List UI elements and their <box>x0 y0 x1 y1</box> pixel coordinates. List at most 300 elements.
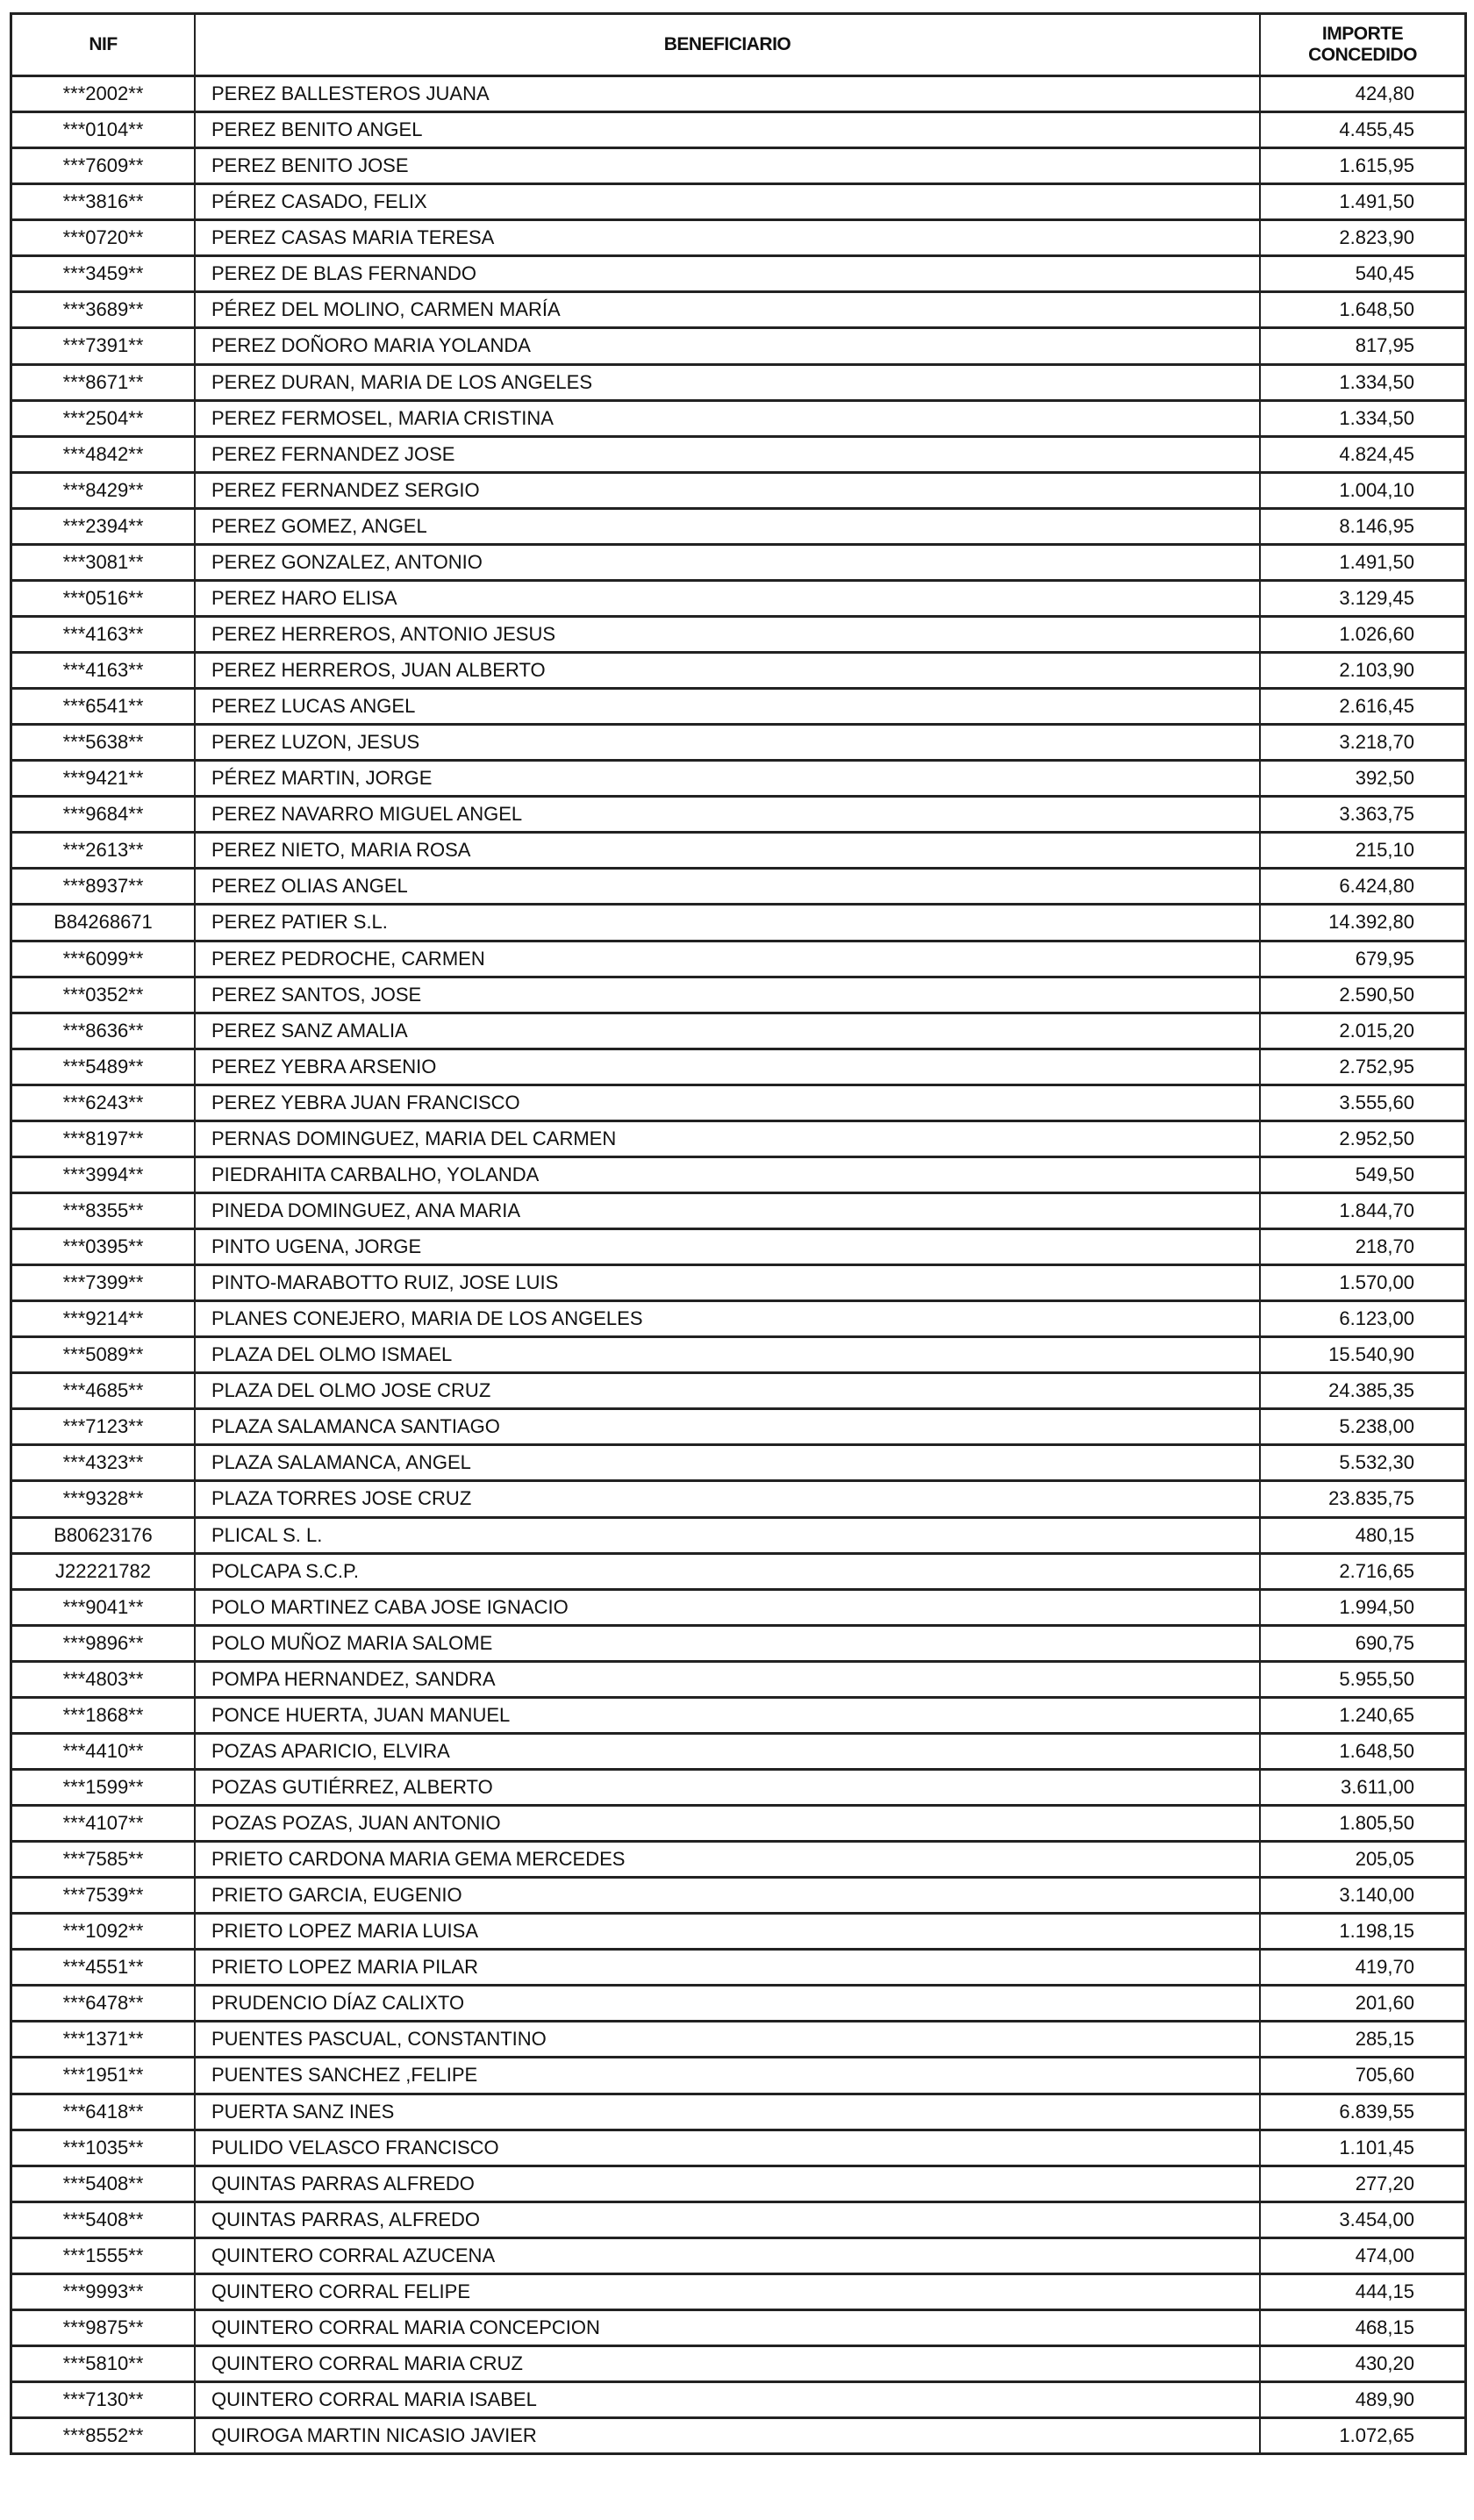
nif-cell-text: ***9896** <box>62 1631 144 1654</box>
amount-cell <box>1261 906 1464 939</box>
beneficiary-cell <box>196 546 1261 579</box>
beneficiary-cell-text: PLAZA DEL OLMO JOSE CRUZ <box>211 1379 491 1402</box>
amount-cell-text: 2.716,65 <box>1339 1559 1414 1582</box>
nif-cell-text: ***4410** <box>62 1739 144 1762</box>
beneficiary-cell <box>196 2095 1261 2129</box>
table-row <box>12 687 1464 723</box>
beneficiary-cell-text: PUERTA SANZ INES <box>211 2100 395 2123</box>
beneficiary-cell-text: POZAS GUTIÉRREZ, ALBERTO <box>211 1775 493 1798</box>
table-row <box>12 75 1464 111</box>
amount-cell-text: 1.026,60 <box>1339 622 1414 645</box>
beneficiary-cell <box>196 2383 1261 2416</box>
nif-cell-text: ***4323** <box>62 1451 144 1474</box>
table-row <box>12 1804 1464 1840</box>
nif-cell-text: ***8636** <box>62 1019 144 1042</box>
beneficiary-cell-text: QUINTAS PARRAS ALFREDO <box>211 2172 475 2194</box>
nif-cell-text: ***7123** <box>62 1415 144 1438</box>
beneficiary-cell-text: PEREZ CASAS MARIA TERESA <box>211 226 495 249</box>
beneficiary-cell <box>196 1194 1261 1228</box>
beneficiary-cell-text: PÉREZ MARTIN, JORGE <box>211 767 433 790</box>
table-row <box>12 1012 1464 1048</box>
beneficiary-cell-text: PEREZ OLIAS ANGEL <box>211 875 408 898</box>
beneficiary-cell-text: PEREZ SANZ AMALIA <box>211 1019 408 1042</box>
nif-cell-text: ***1868** <box>62 1703 144 1726</box>
beneficiary-cell <box>196 1014 1261 1048</box>
beneficiary-cell <box>196 1338 1261 1371</box>
nif-cell <box>12 366 196 399</box>
amount-cell-text: 2.823,90 <box>1339 226 1414 249</box>
nif-cell <box>12 2383 196 2416</box>
amount-cell <box>1261 2131 1464 2165</box>
table-row <box>12 1948 1464 1984</box>
amount-cell-text: 205,05 <box>1355 1848 1414 1871</box>
beneficiary-cell-text: PRIETO LOPEZ MARIA LUISA <box>211 1920 479 1943</box>
nif-cell-text: ***0720** <box>62 226 144 249</box>
header-importe <box>1261 15 1464 75</box>
amount-cell <box>1261 1519 1464 1552</box>
amount-cell <box>1261 1771 1464 1804</box>
amount-cell <box>1261 2167 1464 2201</box>
table-row <box>12 363 1464 399</box>
amount-cell <box>1261 1663 1464 1696</box>
table-row <box>12 435 1464 471</box>
amount-cell <box>1261 1338 1464 1371</box>
nif-cell <box>12 113 196 147</box>
nif-cell <box>12 257 196 290</box>
amount-cell <box>1261 1482 1464 1515</box>
beneficiary-cell-text: QUINTERO CORRAL FELIPE <box>211 2280 471 2302</box>
amount-cell-text: 1.615,95 <box>1339 154 1414 177</box>
beneficiary-cell <box>196 726 1261 759</box>
table-row <box>12 615 1464 651</box>
nif-cell <box>12 1843 196 1876</box>
amount-cell <box>1261 149 1464 183</box>
amount-cell <box>1261 834 1464 867</box>
beneficiary-cell-text: PLAZA DEL OLMO ISMAEL <box>211 1343 453 1366</box>
nif-cell <box>12 2131 196 2165</box>
amount-cell-text: 540,45 <box>1355 262 1414 285</box>
beneficiary-cell <box>196 2203 1261 2237</box>
amount-cell-text: 3.218,70 <box>1339 731 1414 754</box>
beneficiary-cell <box>196 2022 1261 2056</box>
beneficiary-cell <box>196 1591 1261 1624</box>
amount-cell-text: 424,80 <box>1355 82 1414 105</box>
nif-cell <box>12 185 196 218</box>
beneficiary-cell <box>196 1807 1261 1840</box>
amount-cell <box>1261 366 1464 399</box>
amount-cell-text: 444,15 <box>1355 2280 1414 2302</box>
amount-cell <box>1261 257 1464 290</box>
beneficiary-cell <box>196 978 1261 1012</box>
table-row <box>12 2056 1464 2092</box>
amount-cell-text: 474,00 <box>1355 2244 1414 2266</box>
beneficiary-cell <box>196 438 1261 471</box>
nif-cell-text: ***8197** <box>62 1127 144 1149</box>
amount-cell <box>1261 2095 1464 2129</box>
table-row <box>12 2165 1464 2201</box>
amount-cell-text: 2.590,50 <box>1339 983 1414 1006</box>
amount-cell-text: 1.648,50 <box>1339 1739 1414 1762</box>
nif-cell <box>12 762 196 795</box>
nif-cell-text: ***3994** <box>62 1163 144 1185</box>
amount-cell <box>1261 1879 1464 1912</box>
amount-cell-text: 1.101,45 <box>1339 2136 1414 2158</box>
amount-cell <box>1261 438 1464 471</box>
table-row <box>12 147 1464 183</box>
nif-cell-text: ***9328** <box>62 1487 144 1510</box>
nif-cell <box>12 978 196 1012</box>
table-row <box>12 579 1464 615</box>
nif-cell <box>12 329 196 362</box>
table-row <box>12 218 1464 254</box>
amount-cell <box>1261 2419 1464 2452</box>
amount-cell-text: 6.839,55 <box>1339 2100 1414 2123</box>
nif-cell-text: ***9421** <box>62 767 144 790</box>
table-row <box>12 867 1464 903</box>
nif-cell <box>12 1771 196 1804</box>
amount-cell <box>1261 1627 1464 1660</box>
nif-cell-text: ***7130** <box>62 2388 144 2411</box>
amount-cell-text: 419,70 <box>1355 1956 1414 1979</box>
beneficiary-cell-text: PEREZ DE BLAS FERNANDO <box>211 262 476 285</box>
amount-cell-text: 4.824,45 <box>1339 442 1414 465</box>
beneficiary-cell-text: PEREZ BENITO ANGEL <box>211 118 423 141</box>
amount-cell-text: 817,95 <box>1355 334 1414 357</box>
beneficiary-cell-text: PEREZ HERREROS, ANTONIO JESUS <box>211 622 556 645</box>
amount-cell <box>1261 870 1464 903</box>
beneficiary-cell <box>196 2167 1261 2201</box>
amount-cell-text: 1.570,00 <box>1339 1271 1414 1294</box>
beneficiary-cell-text: PEREZ YEBRA ARSENIO <box>211 1055 437 1077</box>
beneficiary-cell-text: QUINTERO CORRAL MARIA CONCEPCION <box>211 2316 600 2338</box>
beneficiary-cell <box>196 834 1261 867</box>
beneficiary-cell <box>196 942 1261 976</box>
table-row <box>12 507 1464 543</box>
nif-cell <box>12 1663 196 1696</box>
amount-cell-text: 3.611,00 <box>1340 1775 1414 1798</box>
beneficiary-cell-text: PEREZ LUZON, JESUS <box>211 731 420 754</box>
amount-cell-text: 215,10 <box>1355 839 1414 862</box>
nif-cell-text: ***5408** <box>62 2208 144 2230</box>
nif-cell <box>12 618 196 651</box>
header-importe-line1: IMPORTE <box>1321 24 1404 44</box>
beneficiary-cell <box>196 257 1261 290</box>
nif-cell-text: ***0395** <box>62 1235 144 1258</box>
amount-cell <box>1261 185 1464 218</box>
amount-cell <box>1261 2239 1464 2273</box>
amount-cell-text: 2.103,90 <box>1339 659 1414 682</box>
amount-cell <box>1261 942 1464 976</box>
beneficiary-cell-text: PUENTES PASCUAL, CONSTANTINO <box>211 2028 547 2051</box>
amount-cell <box>1261 2203 1464 2237</box>
beneficiary-cell <box>196 1482 1261 1515</box>
amount-cell <box>1261 474 1464 507</box>
beneficiary-cell <box>196 1302 1261 1335</box>
nif-cell <box>12 1410 196 1443</box>
beneficiary-cell-text: QUIROGA MARTIN NICASIO JAVIER <box>211 2424 537 2447</box>
beneficiary-cell-text: POLO MARTINEZ CABA JOSE IGNACIO <box>211 1595 569 1618</box>
nif-cell-text: ***9214** <box>62 1307 144 1330</box>
beneficiary-cell <box>196 1663 1261 1696</box>
amount-cell-text: 5.238,00 <box>1339 1415 1414 1438</box>
amount-cell-text: 4.455,45 <box>1339 118 1414 141</box>
table-row <box>12 1840 1464 1876</box>
nif-cell-text: ***9993** <box>62 2280 144 2302</box>
beneficiary-cell-text: PRUDENCIO DÍAZ CALIXTO <box>211 1992 465 2015</box>
beneficiary-cell-text: POLO MUÑOZ MARIA SALOME <box>211 1631 493 1654</box>
amount-cell-text: 285,15 <box>1355 2028 1414 2051</box>
amount-cell <box>1261 2383 1464 2416</box>
table-row <box>12 254 1464 290</box>
beneficiary-cell-text: PINEDA DOMINGUEZ, ANA MARIA <box>211 1199 521 1221</box>
table-row <box>12 2201 1464 2237</box>
beneficiary-cell-text: PIEDRAHITA CARBALHO, YOLANDA <box>211 1163 540 1185</box>
amount-cell <box>1261 654 1464 687</box>
beneficiary-cell-text: PEREZ GONZALEZ, ANTONIO <box>211 550 483 573</box>
amount-cell-text: 1.334,50 <box>1339 370 1414 393</box>
nif-cell-text: ***3689** <box>62 298 144 321</box>
table-row <box>12 2416 1464 2452</box>
table-row <box>12 1876 1464 1912</box>
beneficiary-cell-text: PEREZ SANTOS, JOSE <box>211 983 422 1006</box>
beneficiary-cell-text: PUENTES SANCHEZ ,FELIPE <box>211 2064 478 2087</box>
table-row <box>12 2309 1464 2345</box>
beneficiary-cell <box>196 2131 1261 2165</box>
beneficiary-cell-text: QUINTERO CORRAL MARIA CRUZ <box>211 2352 523 2374</box>
table-row <box>12 111 1464 147</box>
amount-cell-text: 1.334,50 <box>1339 406 1414 429</box>
beneficiary-cell <box>196 762 1261 795</box>
amount-cell <box>1261 582 1464 615</box>
beneficiary-cell-text: PEREZ PATIER S.L. <box>211 911 388 934</box>
table-row <box>12 940 1464 976</box>
nif-cell <box>12 2239 196 2273</box>
amount-cell-text: 15.540,90 <box>1328 1343 1414 1366</box>
beneficiary-cell-text: QUINTERO CORRAL AZUCENA <box>211 2244 496 2266</box>
amount-cell <box>1261 1014 1464 1048</box>
amount-cell <box>1261 1194 1464 1228</box>
beneficiary-cell-text: PINTO-MARABOTTO RUIZ, JOSE LUIS <box>211 1271 559 1294</box>
beneficiary-cell <box>196 221 1261 254</box>
beneficiary-cell <box>196 1050 1261 1084</box>
nif-cell-text: ***4551** <box>62 1956 144 1979</box>
table-row <box>12 1912 1464 1948</box>
nif-cell <box>12 1591 196 1624</box>
amount-cell <box>1261 1915 1464 1948</box>
nif-cell-text: ***4163** <box>62 622 144 645</box>
amount-cell <box>1261 221 1464 254</box>
nif-cell <box>12 1014 196 1048</box>
table-row <box>12 2380 1464 2416</box>
amount-cell-text: 1.198,15 <box>1339 1920 1414 1943</box>
amount-cell <box>1261 1987 1464 2020</box>
nif-cell <box>12 798 196 831</box>
nif-cell <box>12 2347 196 2380</box>
nif-cell <box>12 1555 196 1588</box>
nif-cell-text: ***5638** <box>62 731 144 754</box>
beneficiary-cell <box>196 1915 1261 1948</box>
amount-cell <box>1261 1410 1464 1443</box>
nif-cell <box>12 1338 196 1371</box>
amount-cell <box>1261 726 1464 759</box>
beneficiary-cell-text: PLAZA SALAMANCA SANTIAGO <box>211 1415 500 1438</box>
table-body <box>12 75 1464 2452</box>
nif-cell <box>12 1519 196 1552</box>
nif-cell-text: ***4685** <box>62 1379 144 1402</box>
amount-cell-text: 679,95 <box>1355 947 1414 970</box>
amount-cell-text: 6.424,80 <box>1339 875 1414 898</box>
beneficiary-cell <box>196 402 1261 435</box>
beneficiary-cell <box>196 1699 1261 1732</box>
amount-cell-text: 14.392,80 <box>1328 911 1414 934</box>
nif-cell-text: ***1371** <box>62 2028 144 2051</box>
beneficiary-cell <box>196 366 1261 399</box>
beneficiary-cell-text: PEREZ DURAN, MARIA DE LOS ANGELES <box>211 370 593 393</box>
amount-cell-text: 23.835,75 <box>1328 1487 1414 1510</box>
nif-cell <box>12 1951 196 1984</box>
beneficiary-cell <box>196 582 1261 615</box>
beneficiary-cell <box>196 1266 1261 1299</box>
amount-cell-text: 2.952,50 <box>1339 1127 1414 1149</box>
beneficiary-cell-text: POMPA HERNANDEZ, SANDRA <box>211 1667 496 1690</box>
beneficiary-cell-text: PEREZ DOÑORO MARIA YOLANDA <box>211 334 531 357</box>
beneficiary-cell <box>196 690 1261 723</box>
amount-cell-text: 3.363,75 <box>1339 803 1414 826</box>
amount-cell-text: 1.844,70 <box>1339 1199 1414 1221</box>
nif-cell-text: ***8355** <box>62 1199 144 1221</box>
beneficiary-cell <box>196 1446 1261 1479</box>
nif-cell <box>12 221 196 254</box>
amount-cell <box>1261 1446 1464 1479</box>
amount-cell-text: 24.385,35 <box>1328 1379 1414 1402</box>
beneficiary-cell <box>196 77 1261 111</box>
beneficiary-cell <box>196 618 1261 651</box>
beneficiary-cell-text: PEREZ GOMEZ, ANGEL <box>211 514 427 537</box>
nif-cell-text: ***0516** <box>62 586 144 609</box>
table-row <box>12 1156 1464 1192</box>
beneficiary-cell-text: PEREZ PEDROCHE, CARMEN <box>211 947 485 970</box>
table-row <box>12 2345 1464 2380</box>
beneficiary-cell <box>196 1086 1261 1120</box>
table-row <box>12 1120 1464 1156</box>
amount-cell <box>1261 1699 1464 1732</box>
table-row <box>12 795 1464 831</box>
amount-cell-text: 1.491,50 <box>1339 550 1414 573</box>
table-row <box>12 2020 1464 2056</box>
table-row <box>12 399 1464 435</box>
table-row <box>12 1407 1464 1443</box>
nif-cell <box>12 1374 196 1407</box>
beneficiary-cell-text: PEREZ BENITO JOSE <box>211 154 409 177</box>
amount-cell-text: 1.004,10 <box>1339 478 1414 501</box>
beneficiary-cell <box>196 1410 1261 1443</box>
table-row <box>12 1371 1464 1407</box>
beneficiary-cell-text: PEREZ NAVARRO MIGUEL ANGEL <box>211 803 523 826</box>
nif-cell <box>12 1266 196 1299</box>
beneficiary-cell-text: PEREZ FERNANDEZ SERGIO <box>211 478 480 501</box>
nif-cell-text: ***1092** <box>62 1920 144 1943</box>
nif-cell-text: ***7399** <box>62 1271 144 1294</box>
table-row <box>12 723 1464 759</box>
table-row <box>12 326 1464 362</box>
amount-cell-text: 3.129,45 <box>1339 586 1414 609</box>
table-row <box>12 290 1464 326</box>
nif-cell-text: B80623176 <box>54 1523 153 1546</box>
amount-cell <box>1261 1591 1464 1624</box>
beneficiary-cell-text: PERNAS DOMINGUEZ, MARIA DEL CARMEN <box>211 1127 617 1149</box>
nif-cell <box>12 1194 196 1228</box>
beneficiary-cell-text: PONCE HUERTA, JUAN MANUEL <box>211 1703 511 1726</box>
amount-cell <box>1261 1374 1464 1407</box>
table-row <box>12 651 1464 687</box>
nif-cell-text: ***1951** <box>62 2064 144 2087</box>
nif-cell-text: ***6478** <box>62 1992 144 2015</box>
beneficiary-cell-text: PRIETO GARCIA, EUGENIO <box>211 1884 462 1907</box>
amount-cell <box>1261 1555 1464 1588</box>
beneficiary-cell-text: PEREZ HARO ELISA <box>211 586 397 609</box>
nif-cell-text: ***9875** <box>62 2316 144 2338</box>
amount-cell-text: 2.752,95 <box>1339 1055 1414 1077</box>
table-row <box>12 2129 1464 2165</box>
amount-cell-text: 3.140,00 <box>1339 1884 1414 1907</box>
nif-cell-text: ***1035** <box>62 2136 144 2158</box>
beneficiary-cell <box>196 1230 1261 1264</box>
beneficiary-cell <box>196 2058 1261 2092</box>
beneficiary-cell <box>196 1951 1261 1984</box>
table-row <box>12 2093 1464 2129</box>
nif-cell <box>12 1699 196 1732</box>
amount-cell <box>1261 1086 1464 1120</box>
amount-cell <box>1261 546 1464 579</box>
table-row <box>12 1048 1464 1084</box>
beneficiary-cell-text: PEREZ YEBRA JUAN FRANCISCO <box>211 1091 520 1113</box>
beneficiary-cell <box>196 2275 1261 2309</box>
amount-cell-text: 8.146,95 <box>1339 514 1414 537</box>
nif-cell <box>12 2275 196 2309</box>
amount-cell <box>1261 1951 1464 1984</box>
beneficiary-cell-text: PLAZA TORRES JOSE CRUZ <box>211 1487 472 1510</box>
amount-cell-text: 5.532,30 <box>1339 1451 1414 1474</box>
nif-cell <box>12 1050 196 1084</box>
nif-cell <box>12 1627 196 1660</box>
nif-cell <box>12 654 196 687</box>
table-row <box>12 1732 1464 1768</box>
amount-cell-text: 1.994,50 <box>1339 1595 1414 1618</box>
amount-cell <box>1261 293 1464 326</box>
amount-cell <box>1261 690 1464 723</box>
beneficiary-cell <box>196 1771 1261 1804</box>
amount-cell-text: 1.240,65 <box>1339 1703 1414 1726</box>
table-row <box>12 1696 1464 1732</box>
nif-cell-text: ***4803** <box>62 1667 144 1690</box>
amount-cell <box>1261 1266 1464 1299</box>
amount-cell <box>1261 978 1464 1012</box>
nif-cell-text: ***5408** <box>62 2172 144 2194</box>
beneficiary-cell <box>196 474 1261 507</box>
amount-cell <box>1261 1302 1464 1335</box>
amount-cell <box>1261 2347 1464 2380</box>
nif-cell-text: ***0352** <box>62 983 144 1006</box>
table-row <box>12 1984 1464 2020</box>
nif-cell-text: ***1599** <box>62 1775 144 1798</box>
amount-cell <box>1261 402 1464 435</box>
beneficiary-cell-text: POLCAPA S.C.P. <box>211 1559 359 1582</box>
table-row <box>12 1516 1464 1552</box>
beneficiary-cell <box>196 870 1261 903</box>
nif-cell-text: ***2394** <box>62 514 144 537</box>
amount-cell <box>1261 113 1464 147</box>
nif-cell <box>12 546 196 579</box>
